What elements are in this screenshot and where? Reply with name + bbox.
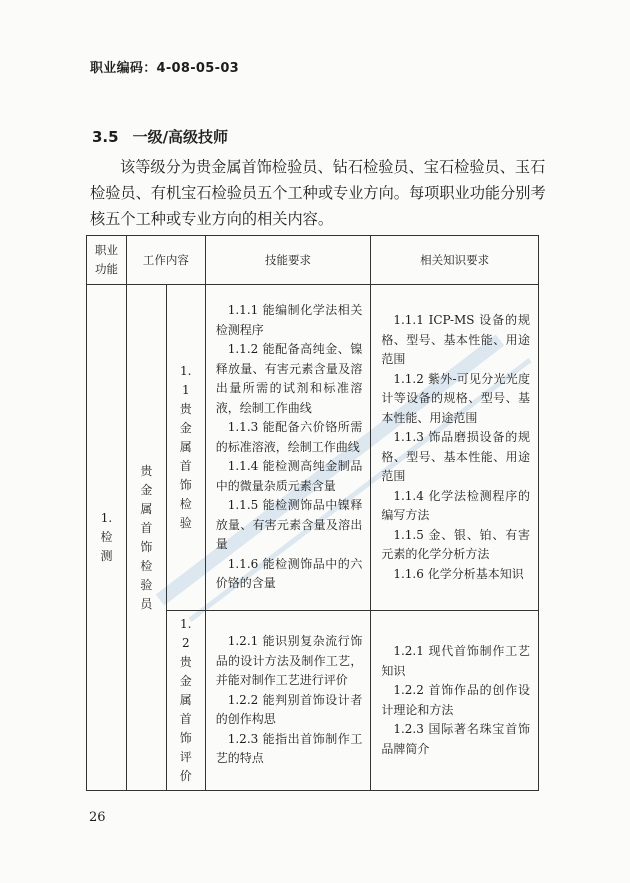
section-number: 3.5 xyxy=(92,128,119,146)
section-heading xyxy=(92,126,228,147)
requirements-table xyxy=(86,235,539,791)
knowledge-item: 1.1.5 金、银、铂、有害元素的化学分析方法 xyxy=(381,527,530,561)
knowledge-item: 1.1.6 化学分析基本知识 xyxy=(393,566,524,581)
header-skills: 技能要求 xyxy=(205,236,371,285)
occupation-code: 职业编码：4-08-05-03 xyxy=(90,61,240,76)
knowledge-cell xyxy=(371,611,539,791)
knowledge-cell xyxy=(371,285,539,611)
work-cell: 1.2 贵金属首饰评价 xyxy=(166,611,205,791)
knowledge-item: 1.1.2 紫外-可见分光光度计等设备的规格、型号、基本性能、用途范围 xyxy=(381,371,530,425)
function-cell: 1. 检测 xyxy=(87,285,127,791)
table-header-row xyxy=(87,236,539,285)
section-title: 一级/高级技师 xyxy=(132,128,229,146)
table-row xyxy=(87,285,539,611)
skills-cell xyxy=(205,611,371,791)
skill-item: 1.2.2 能判别首饰设计者的创作构思 xyxy=(215,692,363,727)
header-work: 工作内容 xyxy=(126,236,205,285)
knowledge-item: 1.1.4 化学法检测程序的编写方法 xyxy=(381,488,530,522)
role-cell: 贵金属首饰检验员 xyxy=(126,285,166,791)
skill-item: 1.1.1 能编制化学法相关检测程序 xyxy=(215,303,363,337)
skill-item: 1.2.1 能识别复杂流行饰品的设计方法及制作工艺，并能对制作工艺进行评价 xyxy=(215,634,363,688)
knowledge-item: 1.2.1 现代首饰制作工艺知识 xyxy=(381,644,530,678)
intro-paragraph: 该等级分为贵金属首饰检验员、钻石检验员、宝石检验员、玉石检验员、有机宝石检验员五个工种或专业方向。每项职业功能分别考核五个工种或专业方向的相关内容。 xyxy=(90,158,546,228)
skill-item: 1.1.2 能配备高纯金、镍释放量、有害元素含量及溶出量所需的试剂和标准溶液，绘制工作曲线 xyxy=(215,342,363,415)
knowledge-item: 1.2.2 首饰作品的创作设计理论和方法 xyxy=(381,683,530,717)
skill-item: 1.1.6 能检测饰品中的六价铬的含量 xyxy=(215,556,363,591)
header-knowledge: 相关知识要求 xyxy=(371,236,539,285)
skill-item: 1.1.3 能配备六价铬所需的标准溶液，绘制工作曲线 xyxy=(215,420,363,454)
skill-item: 1.1.4 能检测高纯金制品中的微量杂质元素含量 xyxy=(215,459,363,493)
work-cell: 1.1 贵金属首饰检验 xyxy=(166,285,205,611)
page-number: 26 xyxy=(89,810,106,825)
skills-cell xyxy=(205,285,371,611)
header-function: 职业功能 xyxy=(87,236,127,285)
skill-item: 1.1.5 能检测饰品中镍释放量、有害元素含量及溶出量 xyxy=(215,498,363,552)
knowledge-item: 1.2.3 国际著名珠宝首饰品牌简介 xyxy=(381,722,530,756)
skill-item: 1.2.3 能指出首饰制作工艺的特点 xyxy=(215,731,363,766)
knowledge-item: 1.1.3 饰品磨损设备的规格、型号、基本性能、用途范围 xyxy=(381,430,530,483)
knowledge-item: 1.1.1 ICP-MS 设备的规格、型号、基本性能、用途范围 xyxy=(381,313,530,366)
